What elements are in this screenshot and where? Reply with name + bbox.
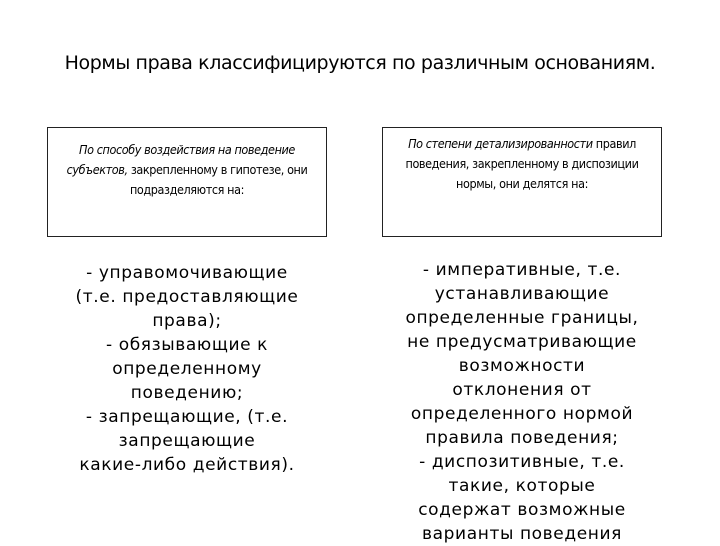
list-line: права); (152, 311, 222, 331)
slide-title: Нормы права классифицируются по различным основаниям. (64, 52, 656, 74)
list-line: устанавливающие (434, 284, 610, 304)
right-types-list (382, 258, 662, 546)
list-line: - императивные, т.е. (422, 260, 622, 280)
list-line: определенного нормой (410, 404, 634, 424)
right-criterion-text: правил поведения, закрепленному в диспозиции нормы, они делятся на: (405, 136, 639, 191)
left-criterion-italic: По способу воздействия на поведение субъектов, (66, 142, 295, 177)
left-criterion-text: закрепленному в гипотезе, они подразделяются на: (129, 162, 308, 197)
right-criterion-box (382, 127, 662, 237)
list-line: возможности (458, 356, 586, 376)
list-line: определенному (112, 359, 262, 379)
list-line: запрещающие (118, 431, 256, 451)
list-line: - управомочивающие (86, 263, 288, 283)
list-line: определенные границы, (405, 308, 639, 328)
list-line: такие, которые (448, 476, 596, 496)
list-line: - диспозитивные, т.е. (419, 452, 625, 472)
list-line: - обязывающие к (105, 335, 269, 355)
list-line: (т.е. предоставляющие (75, 287, 299, 307)
list-line: не предусматривающие (407, 332, 637, 352)
right-criterion-italic: По степени детализированности (408, 136, 593, 151)
list-line: правила поведения; (425, 428, 619, 448)
left-types-list (47, 261, 327, 477)
list-line: отклонения от (452, 380, 592, 400)
list-line: варианты поведения (422, 524, 622, 544)
list-line: - запрещающие, (т.е. (85, 407, 289, 427)
list-line: поведению; (130, 383, 244, 403)
left-criterion-box (47, 127, 327, 237)
list-line: какие-либо действия). (79, 455, 295, 475)
list-line: содержат возможные (418, 500, 626, 520)
